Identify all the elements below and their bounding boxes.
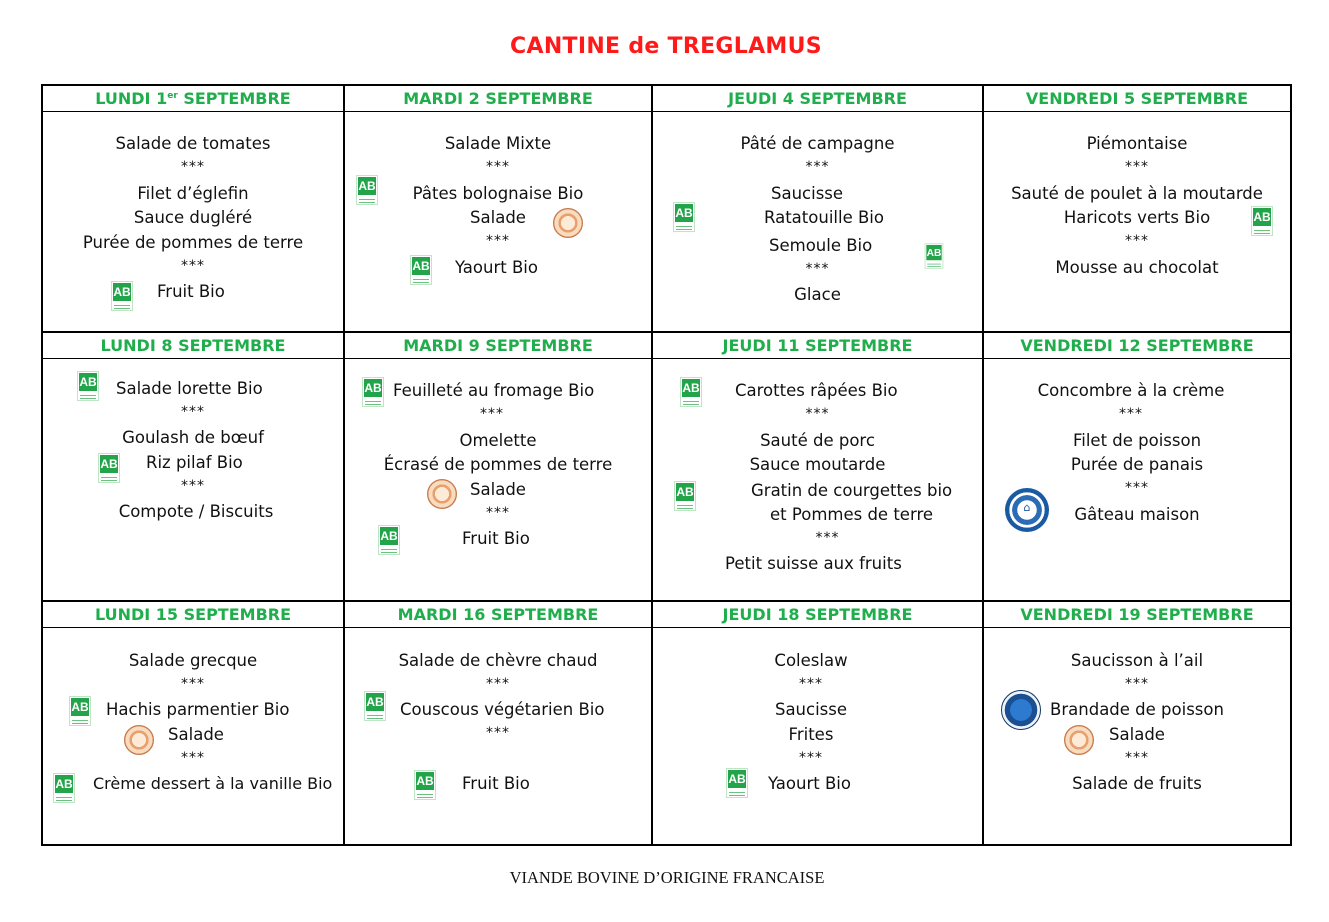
menu-item: Gratin de courgettes bio — [751, 481, 953, 500]
fait-maison-seal-icon — [124, 725, 154, 755]
course-separator: *** — [486, 725, 510, 741]
menu-item: Fruit Bio — [157, 282, 225, 301]
ab-organic-label-icon: AB — [1251, 206, 1273, 236]
menu-item: Saucisse — [774, 700, 848, 719]
course-separator: *** — [486, 676, 510, 692]
menu-item: Salade de tomates — [115, 134, 271, 153]
day-header-lundi-15: LUNDI 15 SEPTEMBRE — [94, 605, 292, 624]
ab-organic-label-icon: AB — [69, 696, 91, 726]
menu-item: Mousse au chocolat — [1055, 258, 1219, 277]
menu-item: Filet de poisson — [1072, 431, 1202, 450]
course-separator: *** — [1125, 480, 1149, 496]
menu-item: Sauce dugléré — [133, 208, 253, 227]
course-separator: *** — [1119, 406, 1143, 422]
menu-item: Salade Mixte — [444, 134, 552, 153]
menu-item: Petit suisse aux fruits — [725, 554, 902, 573]
ab-organic-label-icon: AB — [674, 481, 696, 511]
day-header-jeudi-4: JEUDI 4 SEPTEMBRE — [728, 89, 907, 108]
ab-organic-label-icon: AB — [98, 453, 120, 483]
day-header-vendredi-5: VENDREDI 5 SEPTEMBRE — [1025, 89, 1249, 108]
menu-item: Piémontaise — [1086, 134, 1188, 153]
fait-maison-seal-icon: ⌂ — [1005, 488, 1049, 532]
menu-item: Frites — [788, 725, 834, 744]
ab-organic-label-icon: AB — [53, 773, 75, 803]
course-separator: *** — [486, 159, 510, 175]
day-header-jeudi-11: JEUDI 11 SEPTEMBRE — [722, 336, 913, 355]
course-separator: *** — [799, 676, 823, 692]
menu-item: Saucisson à l’ail — [1070, 651, 1204, 670]
course-separator: *** — [181, 750, 205, 766]
menu-item: Sauté de poulet à la moutarde — [1011, 184, 1263, 203]
local-origin-seal-icon — [1001, 690, 1041, 730]
ab-organic-label-icon: AB — [414, 770, 436, 800]
menu-item: Haricots verts Bio — [1063, 208, 1211, 227]
menu-item: Carottes râpées Bio — [735, 381, 898, 400]
menu-item: Salade lorette Bio — [116, 379, 263, 398]
menu-item: Gâteau maison — [1074, 505, 1200, 524]
menu-item: Semoule Bio — [769, 236, 873, 255]
course-separator: *** — [181, 258, 205, 274]
day-header-vendredi-12: VENDREDI 12 SEPTEMBRE — [1020, 336, 1254, 355]
menu-item: Brandade de poisson — [1050, 700, 1224, 719]
ab-organic-label-icon: AB — [378, 525, 400, 555]
menu-item: Coleslaw — [774, 651, 848, 670]
course-separator: *** — [181, 478, 205, 494]
fait-maison-seal-icon — [1064, 725, 1094, 755]
menu-item: Purée de panais — [1070, 455, 1204, 474]
course-separator: *** — [805, 261, 830, 277]
day-header-lundi-8: LUNDI 8 SEPTEMBRE — [100, 336, 286, 355]
menu-item: Salade — [1109, 725, 1165, 744]
menu-item: Yaourt Bio — [768, 774, 851, 793]
course-separator: *** — [480, 406, 504, 422]
menu-item: Salade de chèvre chaud — [398, 651, 598, 670]
menu-item: Pâté de campagne — [740, 134, 895, 153]
menu-item: Filet d’églefin — [137, 184, 249, 203]
menu-item: Compote / Biscuits — [118, 502, 274, 521]
menu-item: Riz pilaf Bio — [146, 453, 243, 472]
menu-item: Omelette — [459, 431, 537, 450]
menu-item: Sauté de porc — [760, 431, 875, 450]
menu-item: Salade — [168, 725, 224, 744]
course-separator: *** — [1125, 676, 1149, 692]
menu-item: Yaourt Bio — [455, 258, 538, 277]
ab-organic-label-icon: AB — [680, 377, 702, 407]
menu-item: et Pommes de terre — [770, 505, 934, 524]
menu-item: Glace — [794, 285, 841, 304]
ab-organic-label-icon: AB — [364, 691, 386, 721]
fait-maison-seal-icon — [427, 479, 457, 509]
menu-item: Concombre à la crème — [1037, 381, 1225, 400]
menu-item: Saucisse — [771, 184, 844, 203]
course-separator: *** — [181, 676, 205, 692]
menu-item: Ratatouille Bio — [764, 208, 884, 227]
ab-organic-label-icon: AB — [925, 243, 944, 269]
course-separator: *** — [1125, 750, 1149, 766]
ab-organic-label-icon: AB — [673, 202, 695, 232]
menu-item: Salade — [470, 208, 526, 227]
ab-organic-label-icon: AB — [410, 255, 432, 285]
menu-item: Écrasé de pommes de terre — [383, 455, 613, 474]
menu-item: Fruit Bio — [462, 529, 530, 548]
day-header-mardi-9: MARDI 9 SEPTEMBRE — [403, 336, 593, 355]
day-header-mardi-2: MARDI 2 SEPTEMBRE — [403, 89, 593, 108]
course-separator: *** — [486, 505, 510, 521]
course-separator: *** — [805, 159, 830, 175]
course-separator: *** — [815, 530, 840, 546]
day-header-lundi-1: LUNDI 1er SEPTEMBRE — [95, 89, 291, 108]
day-header-jeudi-18: JEUDI 18 SEPTEMBRE — [722, 605, 913, 624]
menu-item: Salade grecque — [128, 651, 258, 670]
ab-organic-label-icon: AB — [362, 377, 384, 407]
course-separator: *** — [1125, 233, 1149, 249]
ab-organic-label-icon: AB — [77, 371, 99, 401]
menu-item: Feuilleté au fromage Bio — [393, 381, 595, 400]
menu-item: Fruit Bio — [462, 774, 530, 793]
menu-item: Couscous végétarien Bio — [400, 700, 605, 719]
course-separator: *** — [486, 233, 510, 249]
day-header-mardi-16: MARDI 16 SEPTEMBRE — [397, 605, 599, 624]
menu-item: Purée de pommes de terre — [82, 233, 304, 252]
course-separator: *** — [799, 750, 823, 766]
day-header-vendredi-19: VENDREDI 19 SEPTEMBRE — [1020, 605, 1254, 624]
course-separator: *** — [1125, 159, 1149, 175]
ab-organic-label-icon: AB — [356, 175, 378, 205]
menu-item: Hachis parmentier Bio — [106, 700, 290, 719]
menu-item: Salade de fruits — [1072, 774, 1202, 793]
ab-organic-label-icon: AB — [726, 768, 748, 798]
course-separator: *** — [805, 406, 830, 422]
menu-table — [41, 84, 1292, 846]
menu-item: Salade — [470, 480, 526, 499]
menu-item: Sauce moutarde — [749, 455, 886, 474]
menu-item: Pâtes bolognaise Bio — [412, 184, 584, 203]
ab-organic-label-icon: AB — [111, 281, 133, 311]
menu-item: Goulash de bœuf — [122, 428, 264, 447]
fait-maison-seal-icon — [553, 208, 583, 238]
course-separator: *** — [181, 159, 205, 175]
course-separator: *** — [181, 404, 205, 420]
page-title: CANTINE de TREGLAMUS — [510, 34, 822, 59]
footer-note: VIANDE BOVINE D’ORIGINE FRANCAISE — [509, 868, 825, 887]
menu-item: Crème dessert à la vanille Bio — [93, 774, 333, 793]
